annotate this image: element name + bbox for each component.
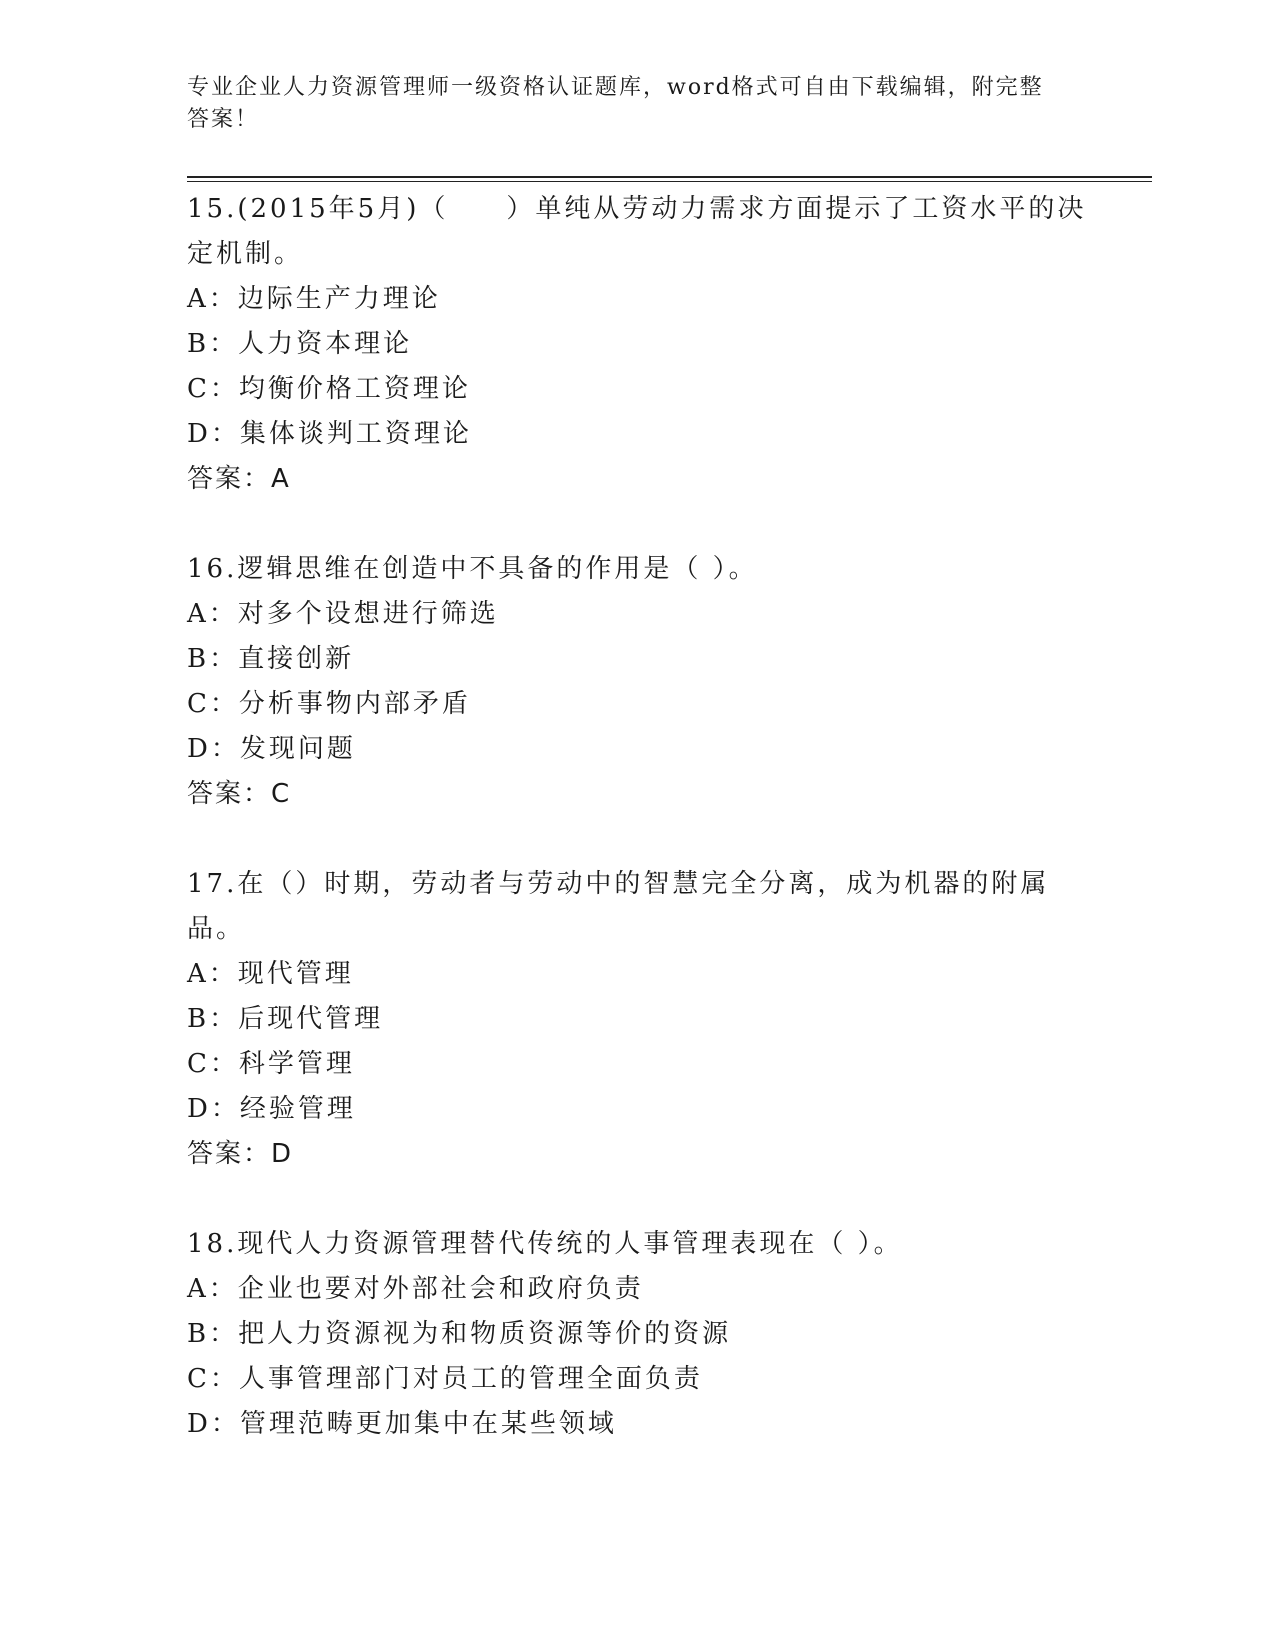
question-list <box>187 187 1087 1447</box>
option-d: D：发现问题 <box>187 734 356 764</box>
option-a: A：边际生产力理论 <box>187 284 441 314</box>
option-c: C：分析事物内部矛盾 <box>187 689 471 719</box>
option-a: A：对多个设想进行筛选 <box>187 599 499 629</box>
option-b: B：后现代管理 <box>187 1004 384 1034</box>
option-d: D：管理范畴更加集中在某些领域 <box>187 1409 617 1439</box>
question-spacer <box>187 817 1087 862</box>
question-spacer <box>187 1177 1087 1222</box>
question-stem: 17.在（）时期，劳动者与劳动中的智慧完全分离，成为机器的附属品。 <box>187 869 1050 944</box>
header-divider-thin <box>187 181 1152 182</box>
question-17 <box>187 862 1087 1177</box>
question-stem: 18.现代人力资源管理替代传统的人事管理表现在（ ）。 <box>187 1229 903 1259</box>
option-a: A：企业也要对外部社会和政府负责 <box>187 1274 644 1304</box>
option-d: D：集体谈判工资理论 <box>187 419 472 449</box>
option-b: B：直接创新 <box>187 644 355 674</box>
option-a: A：现代管理 <box>187 959 354 989</box>
header-divider-thick <box>187 176 1152 178</box>
question-stem: 15.(2015年5月)（ ）单纯从劳动力需求方面提示了工资水平的决定机制。 <box>187 194 1087 269</box>
option-b: B：人力资本理论 <box>187 329 413 359</box>
question-18 <box>187 1222 1087 1447</box>
answer-label: 答案：D <box>187 1139 294 1169</box>
document-header: 专业企业人力资源管理师一级资格认证题库，word格式可自由下载编辑，附完整答案！ <box>187 75 1044 132</box>
option-c: C：科学管理 <box>187 1049 355 1079</box>
answer-label: 答案：C <box>187 779 292 809</box>
option-c: C：均衡价格工资理论 <box>187 374 471 404</box>
option-b: B：把人力资源视为和物质资源等价的资源 <box>187 1319 732 1349</box>
question-stem: 16.逻辑思维在创造中不具备的作用是（ ）。 <box>187 554 758 584</box>
option-c: C：人事管理部门对员工的管理全面负责 <box>187 1364 703 1394</box>
question-15 <box>187 187 1087 502</box>
question-16 <box>187 547 1087 817</box>
option-d: D：经验管理 <box>187 1094 356 1124</box>
answer-label: 答案：A <box>187 464 291 494</box>
question-spacer <box>187 502 1087 547</box>
